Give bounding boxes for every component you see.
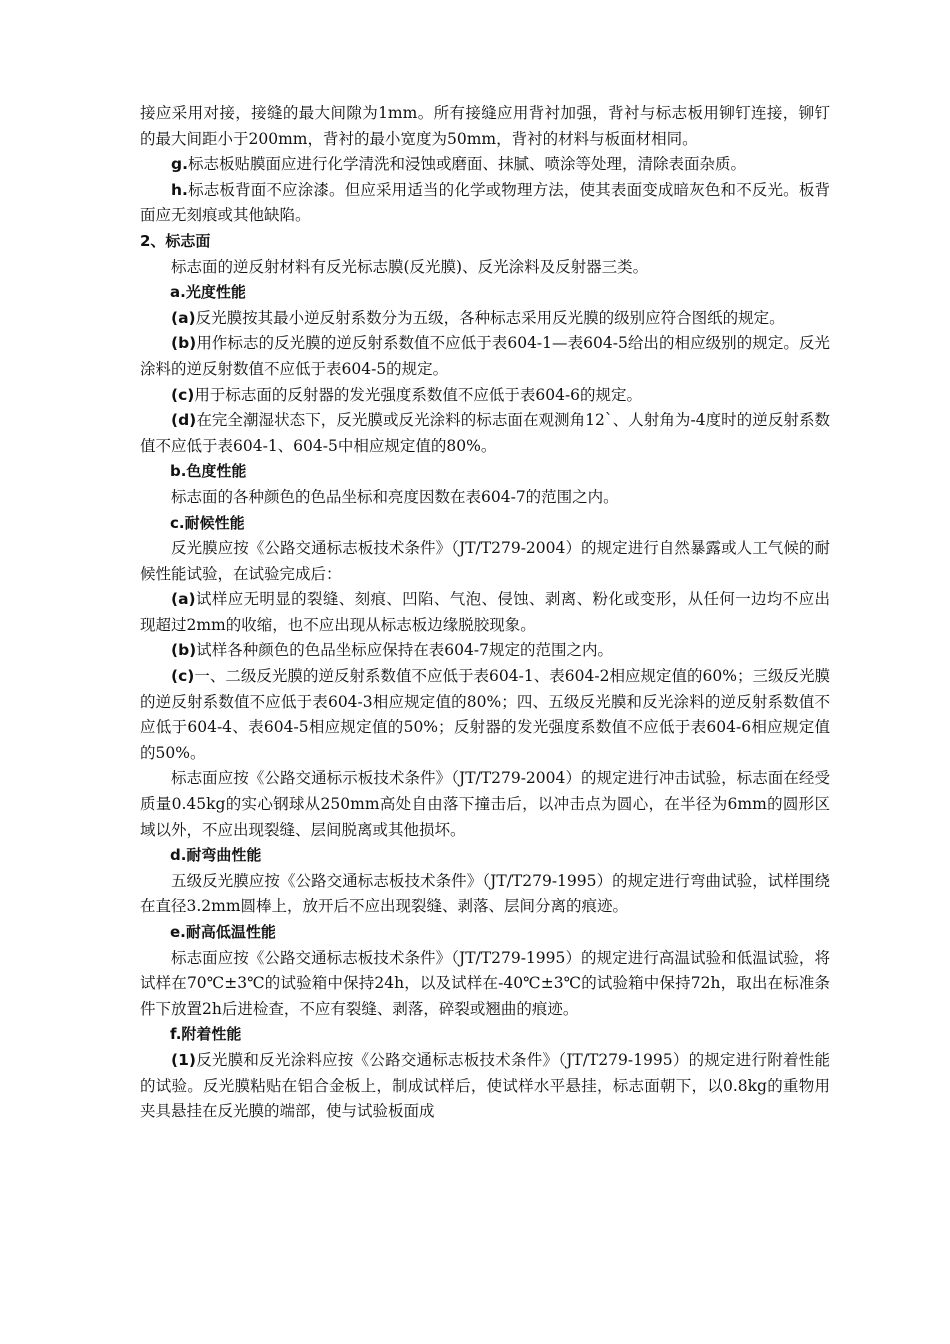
paragraph: 标志面的各种颜色的色品坐标和亮度因数在表604-7的范围之内。 <box>171 487 619 506</box>
paragraph: 五级反光膜应按《公路交通标志板技术条件》（JT/T279-1995）的规定进行弯曲试验，试样围绕在直径3.2mm圆棒上，放开后不应出现裂缝、剥落、层间分离的痕迹。 <box>140 871 830 916</box>
paragraph: (d)在完全潮湿状态下，反光膜或反光涂料的标志面在观测角12`、人射角为-4度时的逆反射系数值不应低于表604-1、604-5中相应规定值的80%。 <box>140 411 830 455</box>
section-heading: 2、标志面 <box>140 231 211 250</box>
paragraph: 标志面的逆反射材料有反光标志膜(反光膜)、反光涂料及反射器三类。 <box>171 257 649 276</box>
document-page <box>140 101 830 1125</box>
paragraph: h.标志板背面不应涂漆。但应采用适当的化学或物理方法，使其表面变成暗灰色和不反光。板背面应无刻痕或其他缺陷。 <box>140 180 830 225</box>
subsection-heading: f.附着性能 <box>170 1025 242 1044</box>
paragraph: g.标志板贴膜面应进行化学清洗和浸蚀或磨面、抹腻、喷涂等处理，清除表面杂质。 <box>171 155 746 174</box>
paragraph: (a)反光膜按其最小逆反射系数分为五级，各种标志采用反光膜的级别应符合图纸的规定。 <box>171 308 785 327</box>
paragraph: 反光膜应按《公路交通标志板技术条件》（JT/T279-2004）的规定进行自然暴露或人工气候的耐候性能试验，在试验完成后： <box>140 539 830 583</box>
paragraph: (1)反光膜和反光涂料应按《公路交通标志板技术条件》（JT/T279-1995）的规定进行附着性能的试验。反光膜粘贴在铝合金板上，制成试样后，使试样水平悬挂，标志面朝下，以0.8kg的重物用夹具悬挂在反光膜的端部，使与试验板面成 <box>140 1050 830 1121</box>
paragraph: (c)用于标志面的反射器的发光强度系数值不应低于表604-6的规定。 <box>171 385 643 404</box>
subsection-heading: c.耐候性能 <box>170 513 245 532</box>
paragraph: 标志面应按《公路交通标志板技术条件》（JT/T279-1995）的规定进行高温试验和低温试验，将试样在70℃±3℃的试验箱中保持24h，以及试样在-40℃±3℃的试验箱中保持72h，取出在标准条件下放置2h后进检查，不应有裂缝、剥落，碎裂或翘曲的痕迹。 <box>140 948 830 1018</box>
subsection-heading: a.光度性能 <box>170 283 246 302</box>
subsection-heading: b.色度性能 <box>170 462 247 481</box>
paragraph: 接应采用对接，接缝的最大间隙为1mm。所有接缝应用背衬加强，背衬与标志板用铆钉连接，铆钉的最大间距小于200mm，背衬的最小宽度为50mm，背衬的材料与板面材相同。 <box>140 104 830 148</box>
paragraph: (c)一、二级反光膜的逆反射系数值不应低于表604-1、表604-2相应规定值的60%；三级反光膜的逆反射系数值不应低于表604-3相应规定值的80%；四、五级反光膜和反光涂料的逆反射系数值不应低于604-4、表604-5相应规定值的50%；反射器的发光强度系数值不应低于表604-6相应规定值的50%。 <box>140 667 830 762</box>
paragraph: 标志面应按《公路交通标示板技术条件》（JT/T279-2004）的规定进行冲击试验，标志面在经受质量0.45kg的实心钢球从250mm高处自由落下撞击后，以冲击点为圆心，在半径为6mm的圆形区域以外，不应出现裂缝、层间脱离或其他损坏。 <box>140 769 830 839</box>
paragraph: (b)用作标志的反光膜的逆反射系数值不应低于表604-1—表604-5给出的相应级别的规定。反光涂料的逆反射数值不应低于表604-5的规定。 <box>140 334 830 378</box>
paragraph: (a)试样应无明显的裂缝、刻痕、凹陷、气泡、侵蚀、剥离、粉化或变形，从任何一边均不应出现超过2mm的收缩，也不应出现从标志板边缘脱胶现象。 <box>140 590 830 634</box>
subsection-heading: d.耐弯曲性能 <box>170 846 262 865</box>
subsection-heading: e.耐高低温性能 <box>170 923 276 941</box>
paragraph: (b)试样各种颜色的色品坐标应保持在表604-7规定的范围之内。 <box>171 641 613 660</box>
